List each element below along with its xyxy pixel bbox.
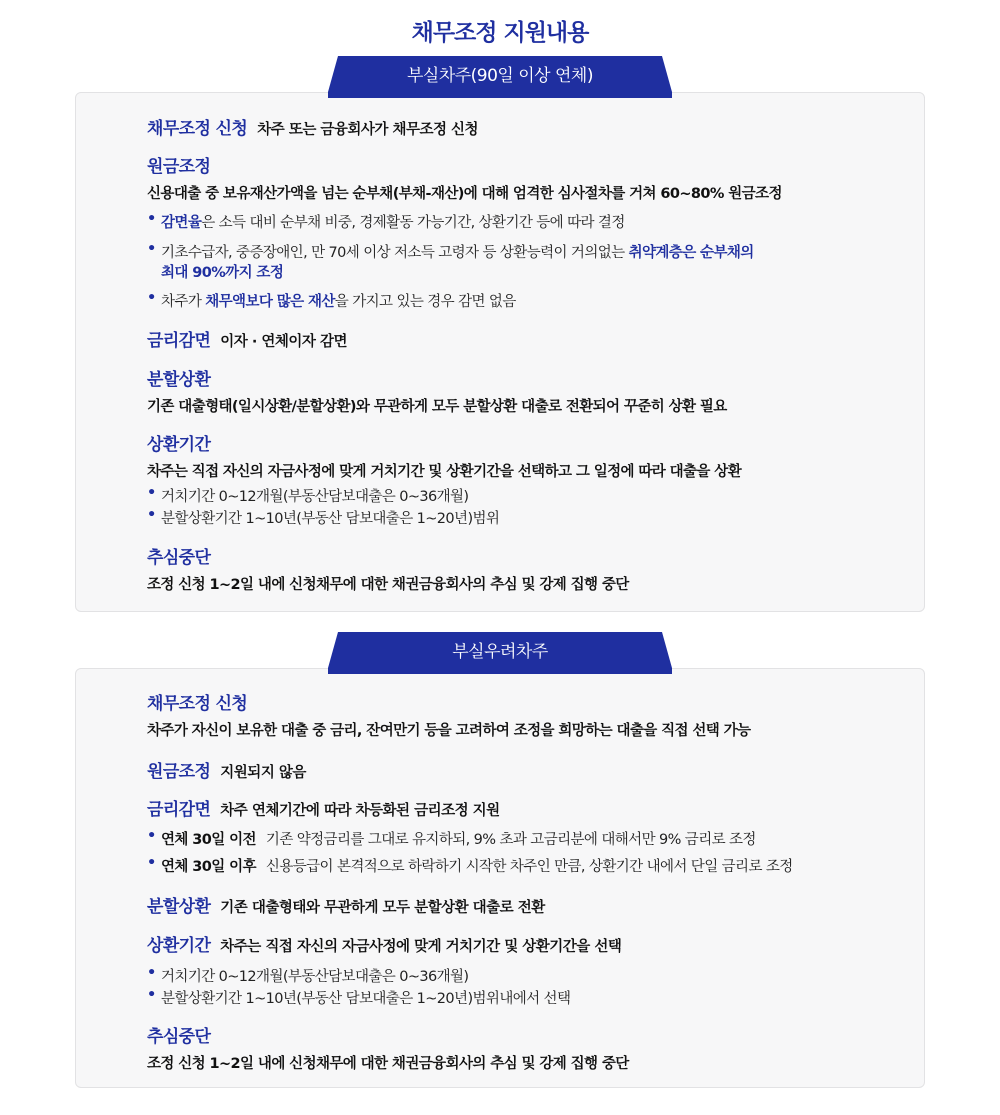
s2-stop-heading: 추심중단 bbox=[147, 1027, 211, 1047]
section1-tab bbox=[328, 56, 672, 98]
s2-period-row bbox=[147, 931, 621, 956]
s2-principal-heading: 원금조정 bbox=[147, 762, 211, 782]
s1-apply-heading: 채무조정 신청 bbox=[147, 119, 248, 139]
s1-principal-bullet-3 bbox=[147, 290, 516, 311]
s1-principal-heading: 원금조정 bbox=[147, 157, 211, 177]
s1-period-b1-text: 거치기간 0~12개월(부동산담보대출은 0~36개월) bbox=[161, 489, 469, 505]
s2-period-text: 차주는 직접 자신의 자금사정에 맞게 거치기간 및 상환기간을 선택 bbox=[220, 939, 622, 955]
s2-ib2-label: 연체 30일 이후 bbox=[161, 859, 256, 875]
section2-tab-label: 부실우려차주 bbox=[452, 642, 548, 662]
s2-installment-row bbox=[147, 892, 545, 917]
s2-ib1-label: 연체 30일 이전 bbox=[161, 832, 256, 848]
s2-principal-row bbox=[147, 757, 306, 782]
s1-principal-text: 신용대출 중 보유재산가액을 넘는 순부채(부채-재산)에 대해 엄격한 심사절차를 거쳐 60~80% 원금조정 bbox=[147, 186, 782, 202]
s1-principal-bullet-2 bbox=[147, 241, 754, 262]
s1-installment-text: 기존 대출형태(일시상환/분할상환)와 무관하게 모두 분할상환 대출로 전환되어 꾸준히 상환 필요 bbox=[147, 399, 727, 415]
s1-interest-heading: 금리감면 bbox=[147, 331, 211, 351]
s2-ib1-text: 기존 약정금리를 그대로 유지하되, 9% 초과 고금리분에 대해서만 9% 금리로 조정 bbox=[265, 832, 756, 848]
s2-period-b1-text: 거치기간 0~12개월(부동산담보대출은 0~36개월) bbox=[161, 969, 469, 985]
s1-stop-heading: 추심중단 bbox=[147, 548, 211, 568]
s1-interest-text: 이자 · 연체이자 감면 bbox=[220, 334, 348, 350]
s2-installment-heading: 분할상환 bbox=[147, 897, 211, 917]
s1-b3-post: 을 가지고 있는 경우 감면 없음 bbox=[334, 294, 516, 310]
s1-b3-pre: 차주가 bbox=[161, 294, 206, 310]
s1-b1-text: 은 소득 대비 순부채 비중, 경제활동 가능기간, 상환기간 등에 따라 결정 bbox=[201, 215, 625, 231]
s1-period-text: 차주는 직접 자신의 자금사정에 맞게 거치기간 및 상환기간을 선택하고 그 일정에 따라 대출을 상환 bbox=[147, 464, 742, 480]
s1-installment-heading: 분할상환 bbox=[147, 370, 211, 390]
s2-interest-text: 차주 연체기간에 따라 차등화된 금리조정 지원 bbox=[220, 803, 500, 819]
s1-b2-highlight-1: 취약계층은 순부채의 bbox=[628, 245, 754, 261]
s1-principal-bullet-1 bbox=[147, 211, 625, 232]
s2-period-bullet-1 bbox=[147, 965, 469, 986]
s2-interest-bullet-1 bbox=[147, 828, 756, 849]
s2-apply-heading: 채무조정 신청 bbox=[147, 694, 248, 714]
s1-principal-bullet-2-cont bbox=[161, 261, 283, 282]
s2-period-heading: 상환기간 bbox=[147, 936, 211, 956]
s2-interest-row bbox=[147, 795, 500, 820]
s2-interest-bullet-2 bbox=[147, 855, 793, 876]
s1-period-b2-text: 분할상환기간 1~10년(부동산 담보대출은 1~20년)범위 bbox=[161, 511, 500, 527]
s2-stop-text: 조정 신청 1~2일 내에 신청채무에 대한 채권금융회사의 추심 및 강제 집행 중단 bbox=[147, 1056, 629, 1072]
s1-b3-highlight: 채무액보다 많은 재산 bbox=[205, 294, 335, 310]
s1-b2-highlight-2: 최대 90%까지 조정 bbox=[161, 265, 284, 281]
s1-period-heading: 상환기간 bbox=[147, 435, 211, 455]
s1-b1-highlight: 감면율 bbox=[161, 215, 202, 231]
s2-apply-text: 차주가 자신이 보유한 대출 중 금리, 잔여만기 등을 고려하여 조정을 희망하는 대출을 직접 선택 가능 bbox=[147, 723, 751, 739]
s1-period-bullet-2 bbox=[147, 507, 499, 528]
s2-ib2-text: 신용등급이 본격적으로 하락하기 시작한 차주인 만큼, 상환기간 내에서 단일 금리로 조정 bbox=[265, 859, 793, 875]
section2-tab bbox=[328, 632, 672, 674]
s1-stop-text: 조정 신청 1~2일 내에 신청채무에 대한 채권금융회사의 추심 및 강제 집행 중단 bbox=[147, 577, 629, 593]
s2-period-b2-text: 분할상환기간 1~10년(부동산 담보대출은 1~20년)범위내에서 선택 bbox=[161, 991, 571, 1007]
s1-b2-text: 기초수급자, 중증장애인, 만 70세 이상 저소득 고령자 등 상환능력이 거의없는 bbox=[161, 245, 629, 261]
s1-apply-text: 차주 또는 금융회사가 채무조정 신청 bbox=[257, 122, 479, 138]
section1-tab-label: 부실차주(90일 이상 연체) bbox=[406, 66, 593, 86]
s2-interest-heading: 금리감면 bbox=[147, 800, 211, 820]
s1-period-bullet-1 bbox=[147, 485, 469, 506]
s2-principal-text: 지원되지 않음 bbox=[220, 765, 306, 781]
s1-interest-row bbox=[147, 326, 347, 351]
s2-installment-text: 기존 대출형태와 무관하게 모두 분할상환 대출로 전환 bbox=[220, 900, 545, 916]
s2-period-bullet-2 bbox=[147, 987, 570, 1008]
s1-apply-row bbox=[147, 114, 478, 139]
page-title: 채무조정 지원내용 bbox=[411, 20, 589, 46]
